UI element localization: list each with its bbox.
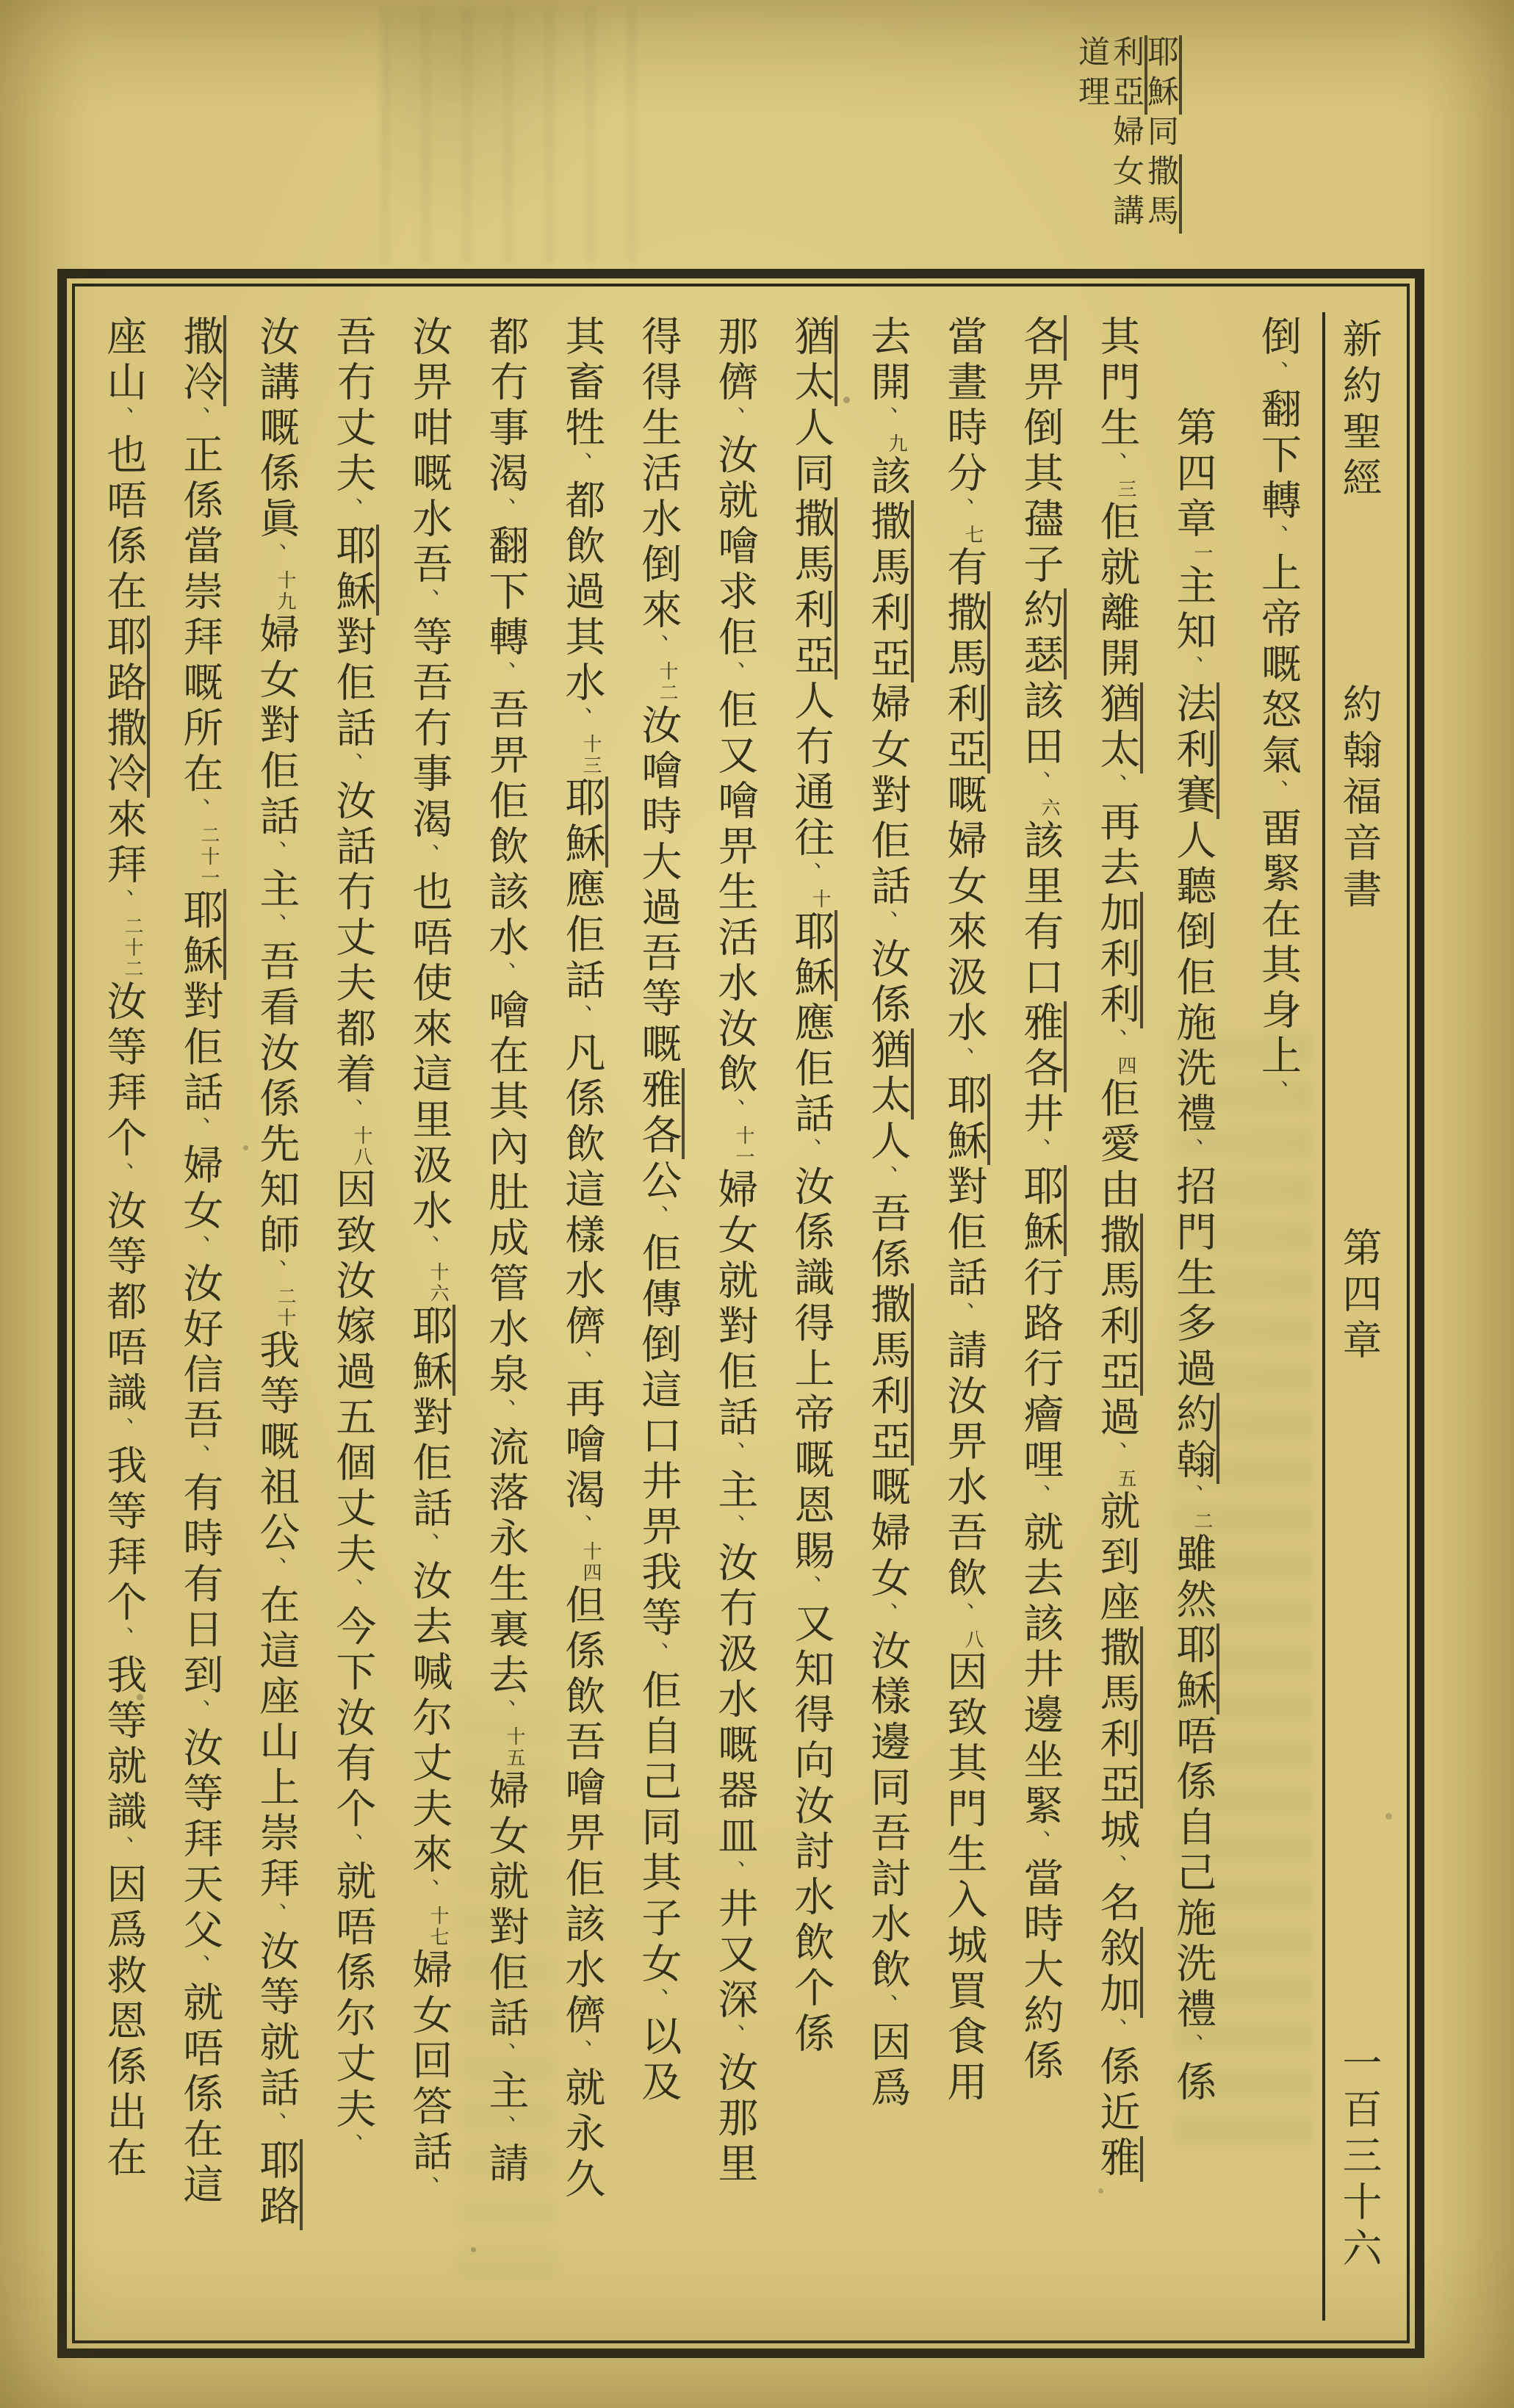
verse-number: 十一 <box>732 1125 754 1168</box>
punctuation-mark: 、 <box>1024 771 1050 798</box>
proper-name: 撒馬利亞 <box>940 591 990 774</box>
proper-name: 利亞 <box>1108 35 1147 115</box>
verse-number: 十六 <box>427 1262 449 1305</box>
proper-name: 約翰 <box>1169 1393 1219 1484</box>
punctuation-mark: 、 <box>718 1514 745 1541</box>
body-column: 那儕、汝就噲求佢、佢又噲畀生活水汝飲、$^{十一}$婦女就對佢話、主、汝冇汲水嘅器皿、井又深、汝那里 <box>711 315 759 2188</box>
proper-name: 耶路 <box>253 2139 303 2230</box>
body-column: 各畀倒其孻子約瑟該田、$^六$該里有口雅各井、耶穌行路行癐哩、就去該井邊坐緊、當時大約係 <box>1011 312 1087 2321</box>
punctuation-mark: 、 <box>566 452 592 479</box>
proper-name: 耶穌 <box>405 1305 455 1396</box>
proper-name: 耶穌 <box>1142 35 1182 115</box>
body-column: 吾冇丈夫、耶穌對佢話、汝話冇丈夫都着、$^{十八}$因致汝嫁過五個丈夫、今下汝有个、就唔係尔丈夫、 <box>323 312 400 2321</box>
punctuation-mark: 、 <box>1024 1484 1050 1511</box>
punctuation-mark: 、 <box>871 1165 898 1192</box>
body-column: 都冇事渴、翻下轉、吾畀佢飲該水、噲在其內肚成管水泉、流落永生裏去、$^{十五}$婦女就對佢話、主、請 <box>482 315 530 2188</box>
punctuation-mark: 、 <box>1100 1028 1127 1056</box>
verse-number: 一 <box>1191 543 1213 564</box>
verse-number: 七 <box>962 525 984 546</box>
title-column <box>1325 312 1393 2321</box>
punctuation-mark: 、 <box>413 1878 439 1906</box>
punctuation-mark: 、 <box>184 1954 210 1981</box>
punctuation-mark: 、 <box>489 2042 516 2069</box>
proper-name: 撒馬 <box>1142 154 1182 234</box>
punctuation-mark: 、 <box>566 707 592 734</box>
punctuation-mark: 、 <box>1100 774 1127 801</box>
proper-name: 撒冷 <box>176 315 226 406</box>
chapter-title: 第四章 <box>1336 1227 1383 1366</box>
verse-number: 五 <box>1114 1468 1136 1490</box>
body-column: 座山、也唔係在耶路撒冷來拜、$^{二十二}$汝等拜个、汝等都唔識、我等拜个、我等就識、因爲救恩係出在 <box>94 312 170 2321</box>
punctuation-mark: 、 <box>642 1642 668 1669</box>
verse-number: 十三 <box>580 734 602 776</box>
punctuation-mark: 、 <box>795 1138 821 1165</box>
punctuation-mark: 、 <box>948 1602 974 1629</box>
punctuation-mark: 、 <box>489 1399 516 1426</box>
proper-name: 耶穌 <box>787 910 837 1001</box>
proper-name: 敘加 <box>1093 1927 1143 2018</box>
punctuation-mark: 、 <box>260 1557 286 1584</box>
punctuation-mark: 、 <box>1100 452 1127 479</box>
punctuation-mark: 、 <box>871 910 898 937</box>
punctuation-mark: 、 <box>260 913 286 940</box>
punctuation-mark: 、 <box>489 661 516 688</box>
proper-name: 雅各 <box>1017 1001 1067 1092</box>
verse-number: 十八 <box>350 1125 372 1168</box>
proper-name: 撒馬利亞 <box>1093 1214 1143 1396</box>
punctuation-mark: 、 <box>336 752 363 779</box>
punctuation-mark: 、 <box>718 1860 745 1887</box>
punctuation-mark: 、 <box>1177 2033 1203 2061</box>
verse-number: 十五 <box>503 1726 525 1769</box>
punctuation-mark: 、 <box>948 497 974 525</box>
punctuation-mark: 、 <box>413 588 439 616</box>
punctuation-mark: 、 <box>1262 525 1288 552</box>
punctuation-mark: 、 <box>184 1699 210 1726</box>
page-border-frame <box>57 269 1424 2358</box>
punctuation-mark: 、 <box>642 1988 668 2015</box>
verse-number: 二十一 <box>198 825 220 889</box>
body-column: 其門生、$^三$佢就離開猶太、再去加利利、$^四$佢愛由撒馬利亞過、$^五$就到座撒馬利亞城、名敘加、係近雅 <box>1087 312 1164 2321</box>
punctuation-mark: 、 <box>718 406 745 433</box>
punctuation-mark: 、 <box>184 1444 210 1471</box>
punctuation-mark: 、 <box>1100 1441 1127 1468</box>
punctuation-mark: 、 <box>642 1205 668 1232</box>
punctuation-mark: 、 <box>107 406 134 433</box>
punctuation-mark: 、 <box>260 2112 286 2139</box>
proper-name: 猶太 <box>787 315 837 406</box>
punctuation-mark: 、 <box>871 1994 898 2021</box>
proper-name: 約瑟 <box>1017 588 1067 679</box>
verse-number: 二十 <box>274 1286 296 1329</box>
punctuation-mark: 、 <box>107 1417 134 1444</box>
proper-name: 耶穌 <box>1017 1165 1067 1256</box>
verse-number: 九 <box>885 433 907 455</box>
punctuation-mark: 、 <box>260 1903 286 1930</box>
punctuation-mark: 、 <box>413 1532 439 1560</box>
verse-number: 三 <box>1114 479 1136 500</box>
proper-name: 撒馬利亞 <box>1093 1626 1143 1809</box>
punctuation-mark: 、 <box>795 862 821 889</box>
punctuation-mark: 、 <box>1024 1830 1050 1857</box>
punctuation-mark: 、 <box>413 843 439 870</box>
verse-number: 十四 <box>580 1541 602 1584</box>
punctuation-mark: 、 <box>1100 2018 1127 2045</box>
punctuation-mark: 、 <box>336 1833 363 1860</box>
body-column: 去開、$^九$該撒馬利亞婦女對佢話、汝係猶太人、吾係撒馬利亞嘅婦女、汝樣邊同吾討水飲、因爲 <box>858 312 934 2321</box>
punctuation-mark: 、 <box>718 1441 745 1468</box>
verse-number: 四 <box>1114 1056 1136 1077</box>
book-title: 新約聖經 <box>1336 318 1383 503</box>
punctuation-mark: 、 <box>1024 1138 1050 1165</box>
punctuation-mark: 、 <box>184 1117 210 1144</box>
punctuation-mark: 、 <box>1262 361 1288 388</box>
punctuation-mark: 、 <box>107 889 134 916</box>
proper-name: 耶穌 <box>1169 1623 1219 1715</box>
verse-number: 十 <box>809 889 831 910</box>
punctuation-mark: 、 <box>566 1350 592 1377</box>
body-column: 當晝時分、$^七$有撒馬利亞嘅婦女來汲水、耶穌對佢話、請汝畀水吾飲、$^八$因致其門生入城買食用 <box>934 312 1011 2321</box>
running-header-column: 耶穌同撒馬 <box>1143 35 1178 278</box>
body-text-columns <box>94 312 1325 2321</box>
punctuation-mark: 、 <box>566 1004 592 1031</box>
proper-name: 猶太 <box>864 1028 914 1120</box>
verse-number: 二 <box>1191 1511 1213 1532</box>
punctuation-mark: 、 <box>336 497 363 525</box>
proper-name: 耶穌 <box>176 889 226 980</box>
verse-number: 六 <box>1038 798 1060 819</box>
body-column: 汝畀咁嘅水吾、等吾冇事渴、也唔使來這里汲水、$^{十六}$耶穌對佢話、汝去喊尔丈夫來、$^{十七}$婦女回答話、 <box>400 312 476 2321</box>
running-header-column: 利亞婦女講 <box>1109 35 1143 278</box>
punctuation-mark: 、 <box>1177 1484 1203 1511</box>
punctuation-mark: 、 <box>336 1098 363 1125</box>
punctuation-mark: 、 <box>260 543 286 570</box>
punctuation-mark: 、 <box>413 2176 439 2203</box>
verse-number: 二十二 <box>121 916 143 980</box>
punctuation-mark: 、 <box>184 406 210 433</box>
punctuation-mark: 、 <box>107 1836 134 1863</box>
punctuation-mark: 、 <box>107 1162 134 1189</box>
proper-name: 雅各 <box>635 1068 685 1159</box>
proper-name: 撒馬利亞 <box>864 1283 914 1466</box>
body-column: 汝講嘅係眞、$^{十九}$婦女對佢話、主、吾看汝係先知師、$^{二十}$我等嘅祖公、在這座山上崇拜、汝等就話、耶路 <box>247 312 323 2321</box>
proper-name: 撒馬利亞 <box>787 497 837 679</box>
punctuation-mark: 、 <box>948 1302 974 1329</box>
punctuation-mark: 、 <box>566 1514 592 1541</box>
proper-name: 耶穌 <box>329 525 379 616</box>
body-column: 猶太人同撒馬利亞人冇通往、$^十$耶穌應佢話、汝係識得上帝嘅恩賜、又知得向汝討水飲个係 <box>782 312 858 2321</box>
verse-number: 十二 <box>656 661 678 704</box>
verse-number: 八 <box>962 1629 984 1651</box>
punctuation-mark: 、 <box>718 2024 745 2051</box>
proper-name: 耶穌 <box>940 1074 990 1165</box>
body-column: 得得生活水倒來、$^{十二}$汝噲時大過吾等嘅雅各公、佢傳倒這口井畀我等、佢自己同其子女、以及 <box>629 312 705 2321</box>
ink-bleedthrough-smudge <box>382 6 646 263</box>
punctuation-mark: 、 <box>642 634 668 661</box>
punctuation-mark: 、 <box>871 1602 898 1629</box>
page-number: 一百三十六 <box>1336 2042 1383 2274</box>
punctuation-mark: 、 <box>795 1575 821 1602</box>
proper-name: 撒馬利亞 <box>864 500 914 682</box>
punctuation-mark: 、 <box>489 497 516 525</box>
section-title: 約翰福音書 <box>1336 683 1383 915</box>
ink-specks <box>0 0 4 4</box>
punctuation-mark: 、 <box>489 2115 516 2142</box>
punctuation-mark: 、 <box>107 1626 134 1654</box>
proper-name: 各 <box>1017 315 1067 361</box>
proper-name: 法利賽 <box>1169 682 1219 819</box>
punctuation-mark: 、 <box>1262 1080 1288 1107</box>
proper-name: 耶穌 <box>558 776 608 868</box>
punctuation-mark: 、 <box>489 962 516 989</box>
punctuation-mark: 、 <box>718 661 745 688</box>
punctuation-mark: 、 <box>336 2133 363 2160</box>
proper-name: 猶太 <box>1093 682 1143 774</box>
punctuation-mark: 、 <box>184 1235 210 1262</box>
punctuation-mark: 、 <box>1262 779 1288 807</box>
punctuation-mark: 、 <box>1177 655 1203 682</box>
proper-name: 加利利 <box>1093 892 1143 1028</box>
proper-name: 雅 <box>1093 2136 1143 2182</box>
punctuation-mark: 、 <box>336 1578 363 1605</box>
punctuation-mark: 、 <box>871 406 898 433</box>
punctuation-mark: 、 <box>489 1699 516 1726</box>
punctuation-mark: 、 <box>1177 1138 1203 1165</box>
punctuation-mark: 、 <box>260 1259 286 1286</box>
body-column: 其畜牲、都飲過其水、$^{十三}$耶穌應佢話、凡係飲這樣水儕、再噲渴、$^{十四}$但係飲吾噲畀佢該水儕、就永久 <box>552 312 629 2321</box>
punctuation-mark: 、 <box>260 840 286 868</box>
punctuation-mark: 、 <box>413 1235 439 1262</box>
proper-name: 耶路撒冷 <box>100 616 150 798</box>
running-header <box>1074 35 1178 278</box>
text-area <box>86 312 1393 2321</box>
punctuation-mark: 、 <box>184 798 210 825</box>
body-column: 第四章$^一$主知、法利賽人聽倒佢施洗禮、招門生多過約翰、$^二$雖然耶穌唔係自己施洗禮、係 <box>1164 312 1240 2321</box>
body-column: 撒冷、正係當崇拜嘅所在、$^{二十一}$耶穌對佢話、婦女、汝好信吾、有時有日到、汝等拜天父、就唔係在這 <box>170 312 247 2321</box>
body-column: 倒、翻下轉、上帝嘅怒氣、畱緊在其身上、 <box>1255 315 1302 1107</box>
punctuation-mark: 、 <box>948 1047 974 1074</box>
verse-number: 十九 <box>274 570 296 613</box>
running-header-column: 道理 <box>1073 35 1110 115</box>
verse-number: 十七 <box>427 1906 449 1948</box>
punctuation-mark: 、 <box>566 2039 592 2066</box>
punctuation-mark: 、 <box>718 1098 745 1125</box>
punctuation-mark: 、 <box>1100 1854 1127 1881</box>
